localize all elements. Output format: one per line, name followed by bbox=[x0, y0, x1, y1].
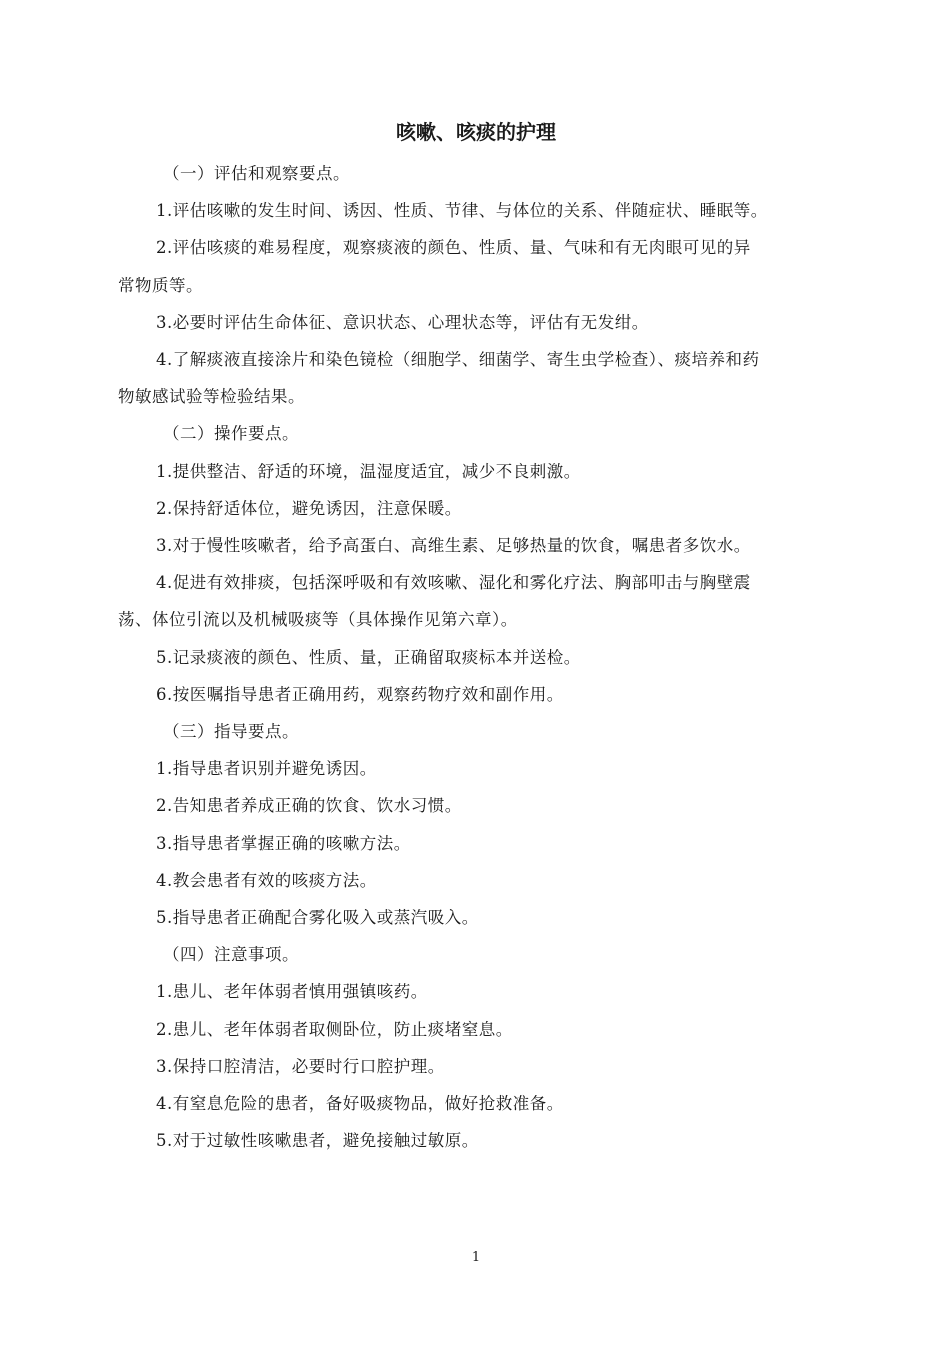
section-heading: （三）指导要点。 bbox=[163, 722, 299, 741]
paragraph-line: 3.对于慢性咳嗽者，给予高蛋白、高维生素、足够热量的饮食，嘱患者多饮水。 bbox=[156, 536, 751, 555]
paragraph-line: 2.保持舒适体位，避免诱因，注意保暖。 bbox=[156, 498, 462, 518]
paragraph-line: 常物质等。 bbox=[118, 275, 203, 295]
paragraph-line: 4.教会患者有效的咳痰方法。 bbox=[156, 870, 377, 890]
paragraph-line: 4.有窒息危险的患者，备好吸痰物品，做好抢救准备。 bbox=[156, 1094, 564, 1113]
paragraph-line: 2.患儿、老年体弱者取侧卧位，防止痰堵窒息。 bbox=[156, 1019, 513, 1039]
paragraph-line: 3.保持口腔清洁，必要时行口腔护理。 bbox=[156, 1056, 445, 1076]
paragraph-line: 1.提供整洁、舒适的环境，温湿度适宜，减少不良刺激。 bbox=[156, 461, 581, 481]
document-title: 咳嗽、咳痰的护理 bbox=[396, 120, 556, 144]
paragraph-line: 1.指导患者识别并避免诱因。 bbox=[156, 759, 377, 779]
paragraph-line: 4.了解痰液直接涂片和染色镜检（细胞学、细菌学、寄生虫学检查）、痰培养和药 bbox=[156, 350, 760, 369]
section-heading: （二）操作要点。 bbox=[163, 424, 299, 444]
paragraph-line: 5.对于过敏性咳嗽患者，避免接触过敏原。 bbox=[156, 1131, 479, 1151]
paragraph-line: 物敏感试验等检验结果。 bbox=[118, 387, 305, 407]
paragraph-line: 5.指导患者正确配合雾化吸入或蒸汽吸入。 bbox=[156, 908, 479, 927]
paragraph-line: 荡、体位引流以及机械吸痰等（具体操作见第六章）。 bbox=[118, 610, 518, 630]
paragraph-line: 6.按医嘱指导患者正确用药，观察药物疗效和副作用。 bbox=[156, 684, 564, 704]
paragraph-line: 2.告知患者养成正确的饮食、饮水习惯。 bbox=[156, 796, 462, 816]
section-heading: （四）注意事项。 bbox=[163, 945, 299, 965]
paragraph-line: 1.患儿、老年体弱者慎用强镇咳药。 bbox=[156, 982, 428, 1002]
paragraph-line: 3.指导患者掌握正确的咳嗽方法。 bbox=[156, 833, 411, 853]
section-heading: （一）评估和观察要点。 bbox=[163, 164, 350, 183]
paragraph-line: 5.记录痰液的颜色、性质、量，正确留取痰标本并送检。 bbox=[156, 647, 581, 667]
paragraph-line: 3.必要时评估生命体征、意识状态、心理状态等，评估有无发绀。 bbox=[156, 312, 649, 332]
paragraph-line: 1.评估咳嗽的发生时间、诱因、性质、节律、与体位的关系、伴随症状、睡眠等。 bbox=[156, 201, 768, 221]
page-number: 1 bbox=[471, 1250, 481, 1265]
paragraph-line: 4.促进有效排痰，包括深呼吸和有效咳嗽、湿化和雾化疗法、胸部叩击与胸壁震 bbox=[156, 573, 751, 593]
paragraph-line: 2.评估咳痰的难易程度，观察痰液的颜色、性质、量、气味和有无肉眼可见的异 bbox=[156, 238, 751, 258]
